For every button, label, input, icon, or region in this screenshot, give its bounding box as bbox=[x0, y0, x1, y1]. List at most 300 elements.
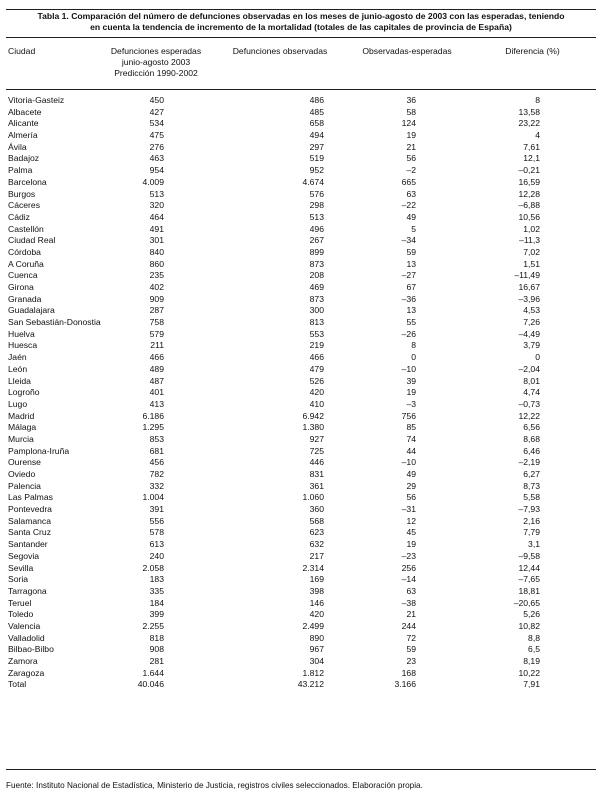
cell-city: Bilbao-Bilbo bbox=[8, 644, 54, 655]
cell-difference: 19 bbox=[406, 387, 416, 398]
table-row bbox=[0, 527, 602, 539]
table-row bbox=[0, 352, 602, 364]
cell-city: A Coruña bbox=[8, 258, 44, 269]
cell-difference: 49 bbox=[406, 211, 416, 222]
cell-city: Santa Cruz bbox=[8, 527, 51, 538]
cell-observed: 217 bbox=[309, 550, 324, 561]
cell-difference: 12 bbox=[406, 515, 416, 526]
cell-expected: 853 bbox=[149, 433, 164, 444]
cell-percent: 5,58 bbox=[523, 492, 540, 503]
cell-city: Huesca bbox=[8, 340, 38, 351]
cell-difference: 124 bbox=[401, 118, 416, 129]
cell-observed: 360 bbox=[309, 504, 324, 515]
cell-expected: 579 bbox=[149, 328, 164, 339]
cell-difference: –10 bbox=[401, 457, 416, 468]
header-percent: Diferencia (%) bbox=[505, 46, 560, 56]
cell-percent: 23,22 bbox=[518, 118, 540, 129]
cell-observed: 568 bbox=[309, 515, 324, 526]
cell-expected: 487 bbox=[149, 375, 164, 386]
cell-city: Palencia bbox=[8, 480, 41, 491]
cell-difference: 49 bbox=[406, 469, 416, 479]
table-row bbox=[0, 130, 602, 142]
cell-observed: 513 bbox=[309, 211, 324, 222]
cell-difference: –34 bbox=[401, 235, 416, 246]
cell-city: Oviedo bbox=[8, 469, 36, 479]
cell-city: Albacete bbox=[8, 106, 42, 117]
cell-difference: 59 bbox=[406, 246, 416, 257]
cell-city: Soria bbox=[8, 574, 29, 585]
cell-percent: 16,67 bbox=[518, 282, 540, 292]
cell-observed: 208 bbox=[309, 270, 324, 281]
cell-expected: 818 bbox=[149, 632, 164, 643]
table-row bbox=[0, 679, 602, 691]
cell-percent: 2,16 bbox=[523, 515, 540, 526]
cell-observed: 267 bbox=[309, 235, 324, 246]
table-row bbox=[0, 294, 602, 306]
cell-difference: 244 bbox=[401, 620, 416, 631]
cell-expected: 320 bbox=[149, 200, 164, 211]
cell-observed: 725 bbox=[309, 445, 324, 456]
table-row bbox=[0, 609, 602, 621]
cell-observed: 410 bbox=[309, 398, 324, 409]
cell-difference: 55 bbox=[406, 317, 416, 328]
bottom-rule bbox=[6, 769, 596, 770]
table-row bbox=[0, 282, 602, 294]
cell-percent: 1,02 bbox=[523, 223, 540, 234]
cell-percent: 8,19 bbox=[523, 656, 540, 666]
cell-difference: –36 bbox=[401, 293, 416, 304]
table-row bbox=[0, 644, 602, 656]
cell-percent: 10,22 bbox=[518, 667, 540, 678]
cell-percent: 7,26 bbox=[523, 317, 540, 328]
cell-expected: 2.255 bbox=[142, 620, 164, 631]
cell-difference: 8 bbox=[411, 340, 416, 351]
table-row bbox=[0, 305, 602, 317]
cell-city: Murcia bbox=[8, 433, 34, 444]
cell-expected: 513 bbox=[149, 188, 164, 199]
table-row bbox=[0, 224, 602, 236]
cell-expected: 1.644 bbox=[142, 667, 164, 678]
cell-city: Logroño bbox=[8, 387, 40, 398]
cell-city: Pamplona-Iruña bbox=[8, 445, 70, 456]
cell-difference: 29 bbox=[406, 480, 416, 491]
header-observed: Defunciones observadas bbox=[232, 46, 328, 56]
cell-difference: –26 bbox=[401, 328, 416, 339]
cell-city: Almería bbox=[8, 130, 38, 141]
cell-observed: 623 bbox=[309, 527, 324, 538]
cell-city: Pontevedra bbox=[8, 504, 52, 515]
cell-percent: –0,73 bbox=[518, 398, 540, 409]
cell-observed: 4.674 bbox=[302, 176, 324, 187]
cell-city: Zamora bbox=[8, 656, 38, 666]
cell-expected: 450 bbox=[149, 95, 164, 105]
table-title bbox=[6, 11, 596, 33]
cell-expected: 489 bbox=[149, 363, 164, 374]
cell-percent: 4,74 bbox=[523, 387, 540, 398]
cell-city: Castellón bbox=[8, 223, 44, 234]
cell-city: Badajoz bbox=[8, 153, 40, 164]
table-row bbox=[0, 434, 602, 446]
cell-percent: 7,61 bbox=[523, 141, 540, 152]
table-row bbox=[0, 504, 602, 516]
cell-expected: 427 bbox=[149, 106, 164, 117]
cell-city: Granada bbox=[8, 293, 42, 304]
cell-observed: 890 bbox=[309, 632, 324, 643]
cell-difference: –27 bbox=[401, 270, 416, 281]
cell-difference: 13 bbox=[406, 258, 416, 269]
table-row bbox=[0, 656, 602, 668]
cell-percent: –3,96 bbox=[518, 293, 540, 304]
table-row bbox=[0, 107, 602, 119]
cell-percent: 3,79 bbox=[523, 340, 540, 351]
cell-observed: 813 bbox=[309, 317, 324, 328]
cell-expected: 860 bbox=[149, 258, 164, 269]
table-row bbox=[0, 165, 602, 177]
cell-expected: 413 bbox=[149, 398, 164, 409]
cell-expected: 402 bbox=[149, 282, 164, 292]
table-row bbox=[0, 200, 602, 212]
cell-difference: 67 bbox=[406, 282, 416, 292]
table-row bbox=[0, 492, 602, 504]
cell-difference: 58 bbox=[406, 106, 416, 117]
cell-city: Segovia bbox=[8, 550, 40, 561]
cell-city: Toledo bbox=[8, 609, 34, 620]
cell-observed: 469 bbox=[309, 282, 324, 292]
cell-expected: 556 bbox=[149, 515, 164, 526]
cell-expected: 1.295 bbox=[142, 422, 164, 433]
cell-percent: –4,49 bbox=[518, 328, 540, 339]
cell-percent: 10,82 bbox=[518, 620, 540, 631]
cell-difference: 44 bbox=[406, 445, 416, 456]
table-row bbox=[0, 633, 602, 645]
cell-observed: 169 bbox=[309, 574, 324, 585]
table-row bbox=[0, 95, 602, 107]
cell-percent: 6,27 bbox=[523, 469, 540, 479]
cell-difference: 56 bbox=[406, 492, 416, 503]
cell-city: Girona bbox=[8, 282, 34, 292]
cell-difference: 39 bbox=[406, 375, 416, 386]
cell-city: Palma bbox=[8, 165, 33, 176]
cell-expected: 1.004 bbox=[142, 492, 164, 503]
cell-city: Valencia bbox=[8, 620, 41, 631]
cell-expected: 475 bbox=[149, 130, 164, 141]
cell-percent: 5,26 bbox=[523, 609, 540, 620]
cell-observed: 873 bbox=[309, 258, 324, 269]
cell-expected: 335 bbox=[149, 585, 164, 596]
cell-observed: 831 bbox=[309, 469, 324, 479]
cell-percent: –0,21 bbox=[518, 165, 540, 176]
cell-percent: 12,28 bbox=[518, 188, 540, 199]
cell-observed: 873 bbox=[309, 293, 324, 304]
cell-percent: 7,02 bbox=[523, 246, 540, 257]
cell-percent: 0 bbox=[535, 352, 540, 363]
cell-city: Málaga bbox=[8, 422, 37, 433]
cell-difference: 63 bbox=[406, 585, 416, 596]
cell-percent: 6,46 bbox=[523, 445, 540, 456]
cell-difference: 72 bbox=[406, 632, 416, 643]
cell-observed: 952 bbox=[309, 165, 324, 176]
table-row bbox=[0, 387, 602, 399]
cell-observed: 43.212 bbox=[297, 679, 324, 690]
cell-percent: 6,5 bbox=[528, 644, 540, 655]
cell-percent: 4 bbox=[535, 130, 540, 141]
cell-city: Huelva bbox=[8, 328, 35, 339]
cell-percent: 16,59 bbox=[518, 176, 540, 187]
table-row bbox=[0, 422, 602, 434]
table-row bbox=[0, 259, 602, 271]
cell-city: Teruel bbox=[8, 597, 32, 608]
cell-city: Vitoria-Gasteiz bbox=[8, 95, 65, 105]
cell-difference: 5 bbox=[411, 223, 416, 234]
cell-observed: 1.060 bbox=[302, 492, 324, 503]
cell-observed: 466 bbox=[309, 352, 324, 363]
cell-percent: 10,56 bbox=[518, 211, 540, 222]
table-row bbox=[0, 481, 602, 493]
cell-observed: 420 bbox=[309, 387, 324, 398]
cell-observed: 2.499 bbox=[302, 620, 324, 631]
cell-city: Santander bbox=[8, 539, 48, 550]
table-row bbox=[0, 118, 602, 130]
header-difference: Observadas-esperadas bbox=[362, 46, 452, 56]
cell-observed: 361 bbox=[309, 480, 324, 491]
header-expected-line-3: Predicción 1990-2002 bbox=[114, 68, 198, 78]
cell-city: San Sebastián-Donostia bbox=[8, 317, 101, 328]
top-rule bbox=[6, 9, 596, 10]
cell-percent: –20,65 bbox=[513, 597, 540, 608]
header-expected-line-2: junio-agosto 2003 bbox=[121, 57, 191, 67]
cell-city: Burgos bbox=[8, 188, 36, 199]
cell-expected: 908 bbox=[149, 644, 164, 655]
cell-expected: 240 bbox=[149, 550, 164, 561]
cell-observed: 485 bbox=[309, 106, 324, 117]
cell-difference: –2 bbox=[406, 165, 416, 176]
cell-observed: 398 bbox=[309, 585, 324, 596]
cell-expected: 464 bbox=[149, 211, 164, 222]
table-row bbox=[0, 621, 602, 633]
cell-city: Total bbox=[8, 679, 27, 690]
cell-city: Barcelona bbox=[8, 176, 47, 187]
cell-city: Valladolid bbox=[8, 632, 45, 643]
cell-expected: 184 bbox=[149, 597, 164, 608]
cell-expected: 287 bbox=[149, 305, 164, 316]
cell-percent: –11,49 bbox=[514, 270, 540, 281]
cell-city: Lleida bbox=[8, 375, 31, 386]
header-expected-line-1: Defunciones esperadas bbox=[110, 46, 202, 56]
table-row bbox=[0, 329, 602, 341]
cell-observed: 420 bbox=[309, 609, 324, 620]
cell-percent: 7,79 bbox=[523, 527, 540, 538]
cell-city: Ourense bbox=[8, 457, 41, 468]
cell-city: Ávila bbox=[8, 141, 27, 152]
cell-expected: 456 bbox=[149, 457, 164, 468]
table-title-line-2: en cuenta la tendencia de incremento de la mortalidad (totales de las capitales de provincia de España) bbox=[90, 22, 512, 32]
table-row bbox=[0, 586, 602, 598]
cell-observed: 658 bbox=[309, 118, 324, 129]
table-row bbox=[0, 270, 602, 282]
header-expected bbox=[96, 46, 216, 79]
header-rule bbox=[6, 89, 596, 90]
cell-percent: 8,01 bbox=[523, 375, 540, 386]
cell-city: Madrid bbox=[8, 410, 35, 421]
cell-difference: 56 bbox=[406, 153, 416, 164]
cell-observed: 304 bbox=[309, 656, 324, 666]
cell-percent: 8,8 bbox=[528, 632, 540, 643]
cell-expected: 578 bbox=[149, 527, 164, 538]
cell-observed: 553 bbox=[309, 328, 324, 339]
table-row bbox=[0, 574, 602, 586]
cell-percent: 4,53 bbox=[523, 305, 540, 316]
cell-expected: 463 bbox=[149, 153, 164, 164]
cell-observed: 486 bbox=[309, 95, 324, 105]
cell-percent: 8,73 bbox=[523, 480, 540, 491]
cell-percent: –7,93 bbox=[518, 504, 540, 515]
cell-difference: –23 bbox=[401, 550, 416, 561]
cell-expected: 681 bbox=[149, 445, 164, 456]
cell-city: Jaén bbox=[8, 352, 27, 363]
cell-difference: 85 bbox=[406, 422, 416, 433]
cell-percent: –2,19 bbox=[518, 457, 540, 468]
cell-expected: 6.186 bbox=[142, 410, 164, 421]
cell-observed: 297 bbox=[309, 141, 324, 152]
cell-percent: –11,3 bbox=[519, 235, 540, 246]
cell-difference: 21 bbox=[406, 609, 416, 620]
cell-difference: 23 bbox=[406, 656, 416, 666]
cell-city: Alicante bbox=[8, 118, 39, 129]
cell-observed: 2.314 bbox=[302, 562, 324, 573]
cell-difference: 59 bbox=[406, 644, 416, 655]
cell-difference: 45 bbox=[406, 527, 416, 538]
cell-percent: –2,04 bbox=[518, 363, 540, 374]
cell-city: Córdoba bbox=[8, 246, 41, 257]
cell-difference: 21 bbox=[406, 141, 416, 152]
table-row bbox=[0, 153, 602, 165]
cell-percent: –6,88 bbox=[518, 200, 540, 211]
cell-difference: –3 bbox=[406, 398, 416, 409]
cell-percent: 8,68 bbox=[523, 433, 540, 444]
cell-percent: 1,51 bbox=[523, 258, 540, 269]
table-row bbox=[0, 317, 602, 329]
cell-expected: 954 bbox=[149, 165, 164, 176]
table-row bbox=[0, 399, 602, 411]
cell-observed: 494 bbox=[309, 130, 324, 141]
cell-observed: 300 bbox=[309, 305, 324, 316]
cell-city: Cádiz bbox=[8, 211, 30, 222]
title-rule bbox=[6, 37, 596, 38]
table-row bbox=[0, 177, 602, 189]
cell-percent: 12,1 bbox=[523, 153, 540, 164]
cell-observed: 446 bbox=[309, 457, 324, 468]
cell-expected: 301 bbox=[149, 235, 164, 246]
cell-expected: 332 bbox=[149, 480, 164, 491]
cell-observed: 496 bbox=[309, 223, 324, 234]
cell-observed: 219 bbox=[309, 340, 324, 351]
table-row bbox=[0, 376, 602, 388]
table-row bbox=[0, 668, 602, 680]
cell-observed: 298 bbox=[309, 200, 324, 211]
table-body bbox=[0, 95, 602, 691]
cell-difference: –14 bbox=[401, 574, 416, 585]
cell-difference: 19 bbox=[406, 539, 416, 550]
table-row bbox=[0, 212, 602, 224]
cell-observed: 576 bbox=[309, 188, 324, 199]
cell-expected: 399 bbox=[149, 609, 164, 620]
cell-expected: 4.009 bbox=[142, 176, 164, 187]
cell-observed: 479 bbox=[309, 363, 324, 374]
table-row bbox=[0, 469, 602, 481]
cell-city: Guadalajara bbox=[8, 305, 55, 316]
table-row bbox=[0, 142, 602, 154]
cell-difference: 36 bbox=[406, 95, 416, 105]
source-footnote: Fuente: Instituto Nacional de Estadística, Ministerio de Justicia, registros civiles seleccionados. Elaboración propia. bbox=[6, 781, 423, 790]
cell-percent: 13,58 bbox=[518, 106, 540, 117]
cell-city: Ciudad Real bbox=[8, 235, 56, 246]
table-row bbox=[0, 340, 602, 352]
cell-observed: 1.380 bbox=[302, 422, 324, 433]
cell-percent: 12,44 bbox=[518, 562, 540, 573]
cell-expected: 840 bbox=[149, 246, 164, 257]
cell-expected: 534 bbox=[149, 118, 164, 129]
cell-difference: –22 bbox=[401, 200, 416, 211]
cell-expected: 211 bbox=[150, 340, 164, 351]
cell-observed: 6.942 bbox=[302, 410, 324, 421]
table-title-line-1: Tabla 1. Comparación del número de defunciones observadas en los meses de junio-agosto de 2003 con las esperadas, teniendo bbox=[37, 11, 565, 21]
table-row bbox=[0, 516, 602, 528]
cell-expected: 2.058 bbox=[142, 562, 164, 573]
cell-expected: 276 bbox=[149, 141, 164, 152]
table-row bbox=[0, 411, 602, 423]
table-row bbox=[0, 247, 602, 259]
cell-observed: 899 bbox=[309, 246, 324, 257]
cell-percent: 7,91 bbox=[523, 679, 540, 690]
cell-expected: 466 bbox=[149, 352, 164, 363]
cell-expected: 758 bbox=[149, 317, 164, 328]
table-row bbox=[0, 189, 602, 201]
cell-percent: –9,58 bbox=[518, 550, 540, 561]
cell-difference: –38 bbox=[401, 597, 416, 608]
cell-percent: –7,65 bbox=[518, 574, 540, 585]
table-row bbox=[0, 539, 602, 551]
table-row bbox=[0, 598, 602, 610]
cell-observed: 519 bbox=[309, 153, 324, 164]
cell-expected: 782 bbox=[149, 469, 164, 479]
cell-expected: 909 bbox=[149, 293, 164, 304]
cell-city: Sevilla bbox=[8, 562, 34, 573]
cell-observed: 526 bbox=[309, 375, 324, 386]
table-row bbox=[0, 563, 602, 575]
cell-expected: 613 bbox=[149, 539, 164, 550]
cell-difference: 756 bbox=[401, 410, 416, 421]
cell-percent: 6,56 bbox=[523, 422, 540, 433]
cell-city: Zaragoza bbox=[8, 667, 45, 678]
header-city: Ciudad bbox=[8, 46, 36, 56]
cell-city: Cáceres bbox=[8, 200, 40, 211]
cell-difference: –10 bbox=[401, 363, 416, 374]
cell-city: León bbox=[8, 363, 28, 374]
cell-difference: 13 bbox=[406, 305, 416, 316]
cell-expected: 183 bbox=[149, 574, 164, 585]
cell-difference: –31 bbox=[401, 504, 416, 515]
cell-difference: 19 bbox=[406, 130, 416, 141]
cell-percent: 3,1 bbox=[528, 539, 540, 550]
cell-expected: 401 bbox=[149, 387, 164, 398]
cell-city: Cuenca bbox=[8, 270, 38, 281]
cell-difference: 665 bbox=[401, 176, 416, 187]
cell-city: Tarragona bbox=[8, 585, 47, 596]
cell-expected: 491 bbox=[149, 223, 164, 234]
cell-expected: 235 bbox=[149, 270, 164, 281]
cell-expected: 40.046 bbox=[137, 679, 164, 690]
cell-city: Lugo bbox=[8, 398, 28, 409]
